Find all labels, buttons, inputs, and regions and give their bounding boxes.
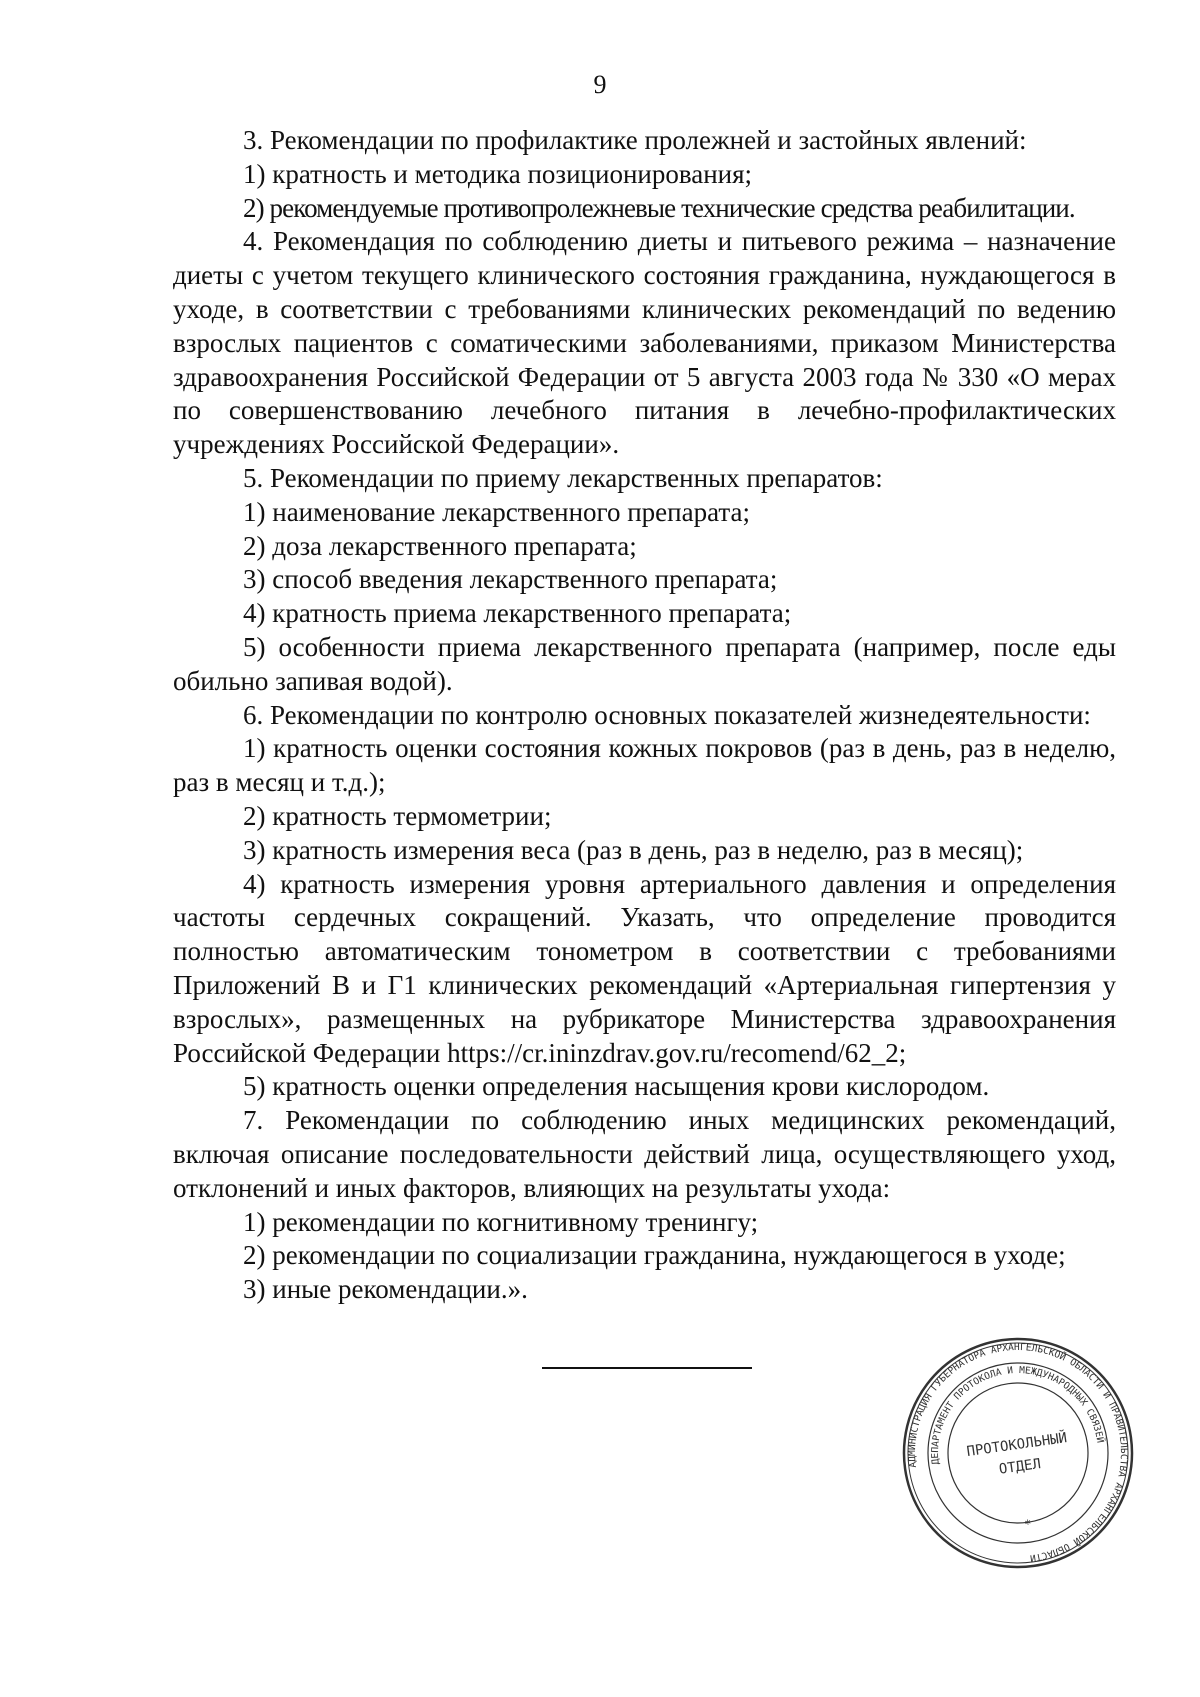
page-number: 9 [593, 70, 607, 99]
paragraph: 5) особенности приема лекарственного препарата (например, после еды обильно запивая водой). [173, 631, 1116, 696]
stamp-center-line2: ОТДЕЛ [997, 1456, 1042, 1478]
paragraph: 3) иные рекомендации.». [243, 1274, 528, 1305]
closing-divider [542, 1367, 752, 1369]
paragraph: 1) кратность оценки состояния кожных покровов (раз в день, раз в неделю, раз в месяц и т.д.); [173, 733, 1116, 798]
paragraph: 2) доза лекарственного препарата; [243, 530, 637, 561]
paragraph: 5. Рекомендации по приему лекарственных препаратов: [243, 462, 883, 493]
stamp-center-line1: ПРОТОКОЛЬНЫЙ [965, 1430, 1069, 1461]
paragraph: 5) кратность оценки определения насыщения крови кислородом. [243, 1071, 990, 1102]
official-stamp [898, 1333, 1138, 1573]
document-body [173, 124, 1116, 1307]
paragraph: 3) способ введения лекарственного препарата; [243, 564, 778, 595]
paragraph: 4) кратность измерения уровня артериального давления и определения частоты сердечных сокращений. Указать, что определение проводится полностью автоматическим тонометром в соответствии с требованиями Приложений В и Г1 клинических рекомендаций «Артериальная гипертензия у взрослых», размещенных на рубрикаторе Министерства здравоохранения Российской Федерации https://cr.ininzdrav.gov.ru/recomend/62_2; [173, 868, 1116, 1068]
paragraph: 1) наименование лекарственного препарата; [243, 496, 750, 527]
stamp-inner-ring-text: ДЕПАРТАМЕНТ ПРОТОКОЛА И МЕЖДУНАРОДНЫХ СВЯЗЕЙ [929, 1364, 1106, 1466]
paragraph: 3) кратность измерения веса (раз в день, раз в неделю, раз в месяц); [243, 834, 1024, 865]
paragraph: 3. Рекомендации по профилактике пролежней и застойных явлений: [243, 125, 1027, 155]
paragraph: 2) рекомендуемые противопролежневые технические средства реабилитации. [243, 192, 1075, 223]
paragraph: 7. Рекомендации по соблюдению иных медицинских рекомендаций, включая описание последовательности действий лица, осуществляющего уход, отклонений и иных факторов, влияющих на результаты ухода: [173, 1105, 1116, 1203]
paragraph: 2) кратность термометрии; [243, 800, 552, 831]
paragraph: 6. Рекомендации по контролю основных показателей жизнедеятельности: [243, 699, 1091, 730]
paragraph: 4) кратность приема лекарственного препарата; [243, 598, 792, 629]
paragraph: 4. Рекомендация по соблюдению диеты и питьевого режима – назначение диеты с учетом текущего клинического состояния гражданина, нуждающегося в уходе, в соответствии с требованиями клинических рекомендаций по ведению взрослых пациентов с соматическими заболеваниями, приказом Министерства здравоохранения Российской Федерации от 5 августа 2003 года № 330 «О мерах по совершенствованию лечебного питания в лечебно-профилактических учреждениях Российской Федерации». [173, 226, 1116, 460]
paragraph: 1) рекомендации по когнитивному тренингу; [243, 1206, 759, 1237]
paragraph: 2) рекомендации по социализации гражданина, нуждающегося в уходе; [243, 1240, 1066, 1271]
paragraph: 1) кратность и методика позиционирования; [243, 158, 753, 189]
stamp-star: * [1023, 1516, 1033, 1532]
stamp-ring-text: АДМИНИСТРАЦИЯ ГУБЕРНАТОРА АРХАНГЕЛЬСКОЙ ОБЛАСТИ И ПРАВИТЕЛЬСТВА АРХАНГЕЛЬСКОЙ ОБЛАСТИ [906, 1341, 1130, 1564]
